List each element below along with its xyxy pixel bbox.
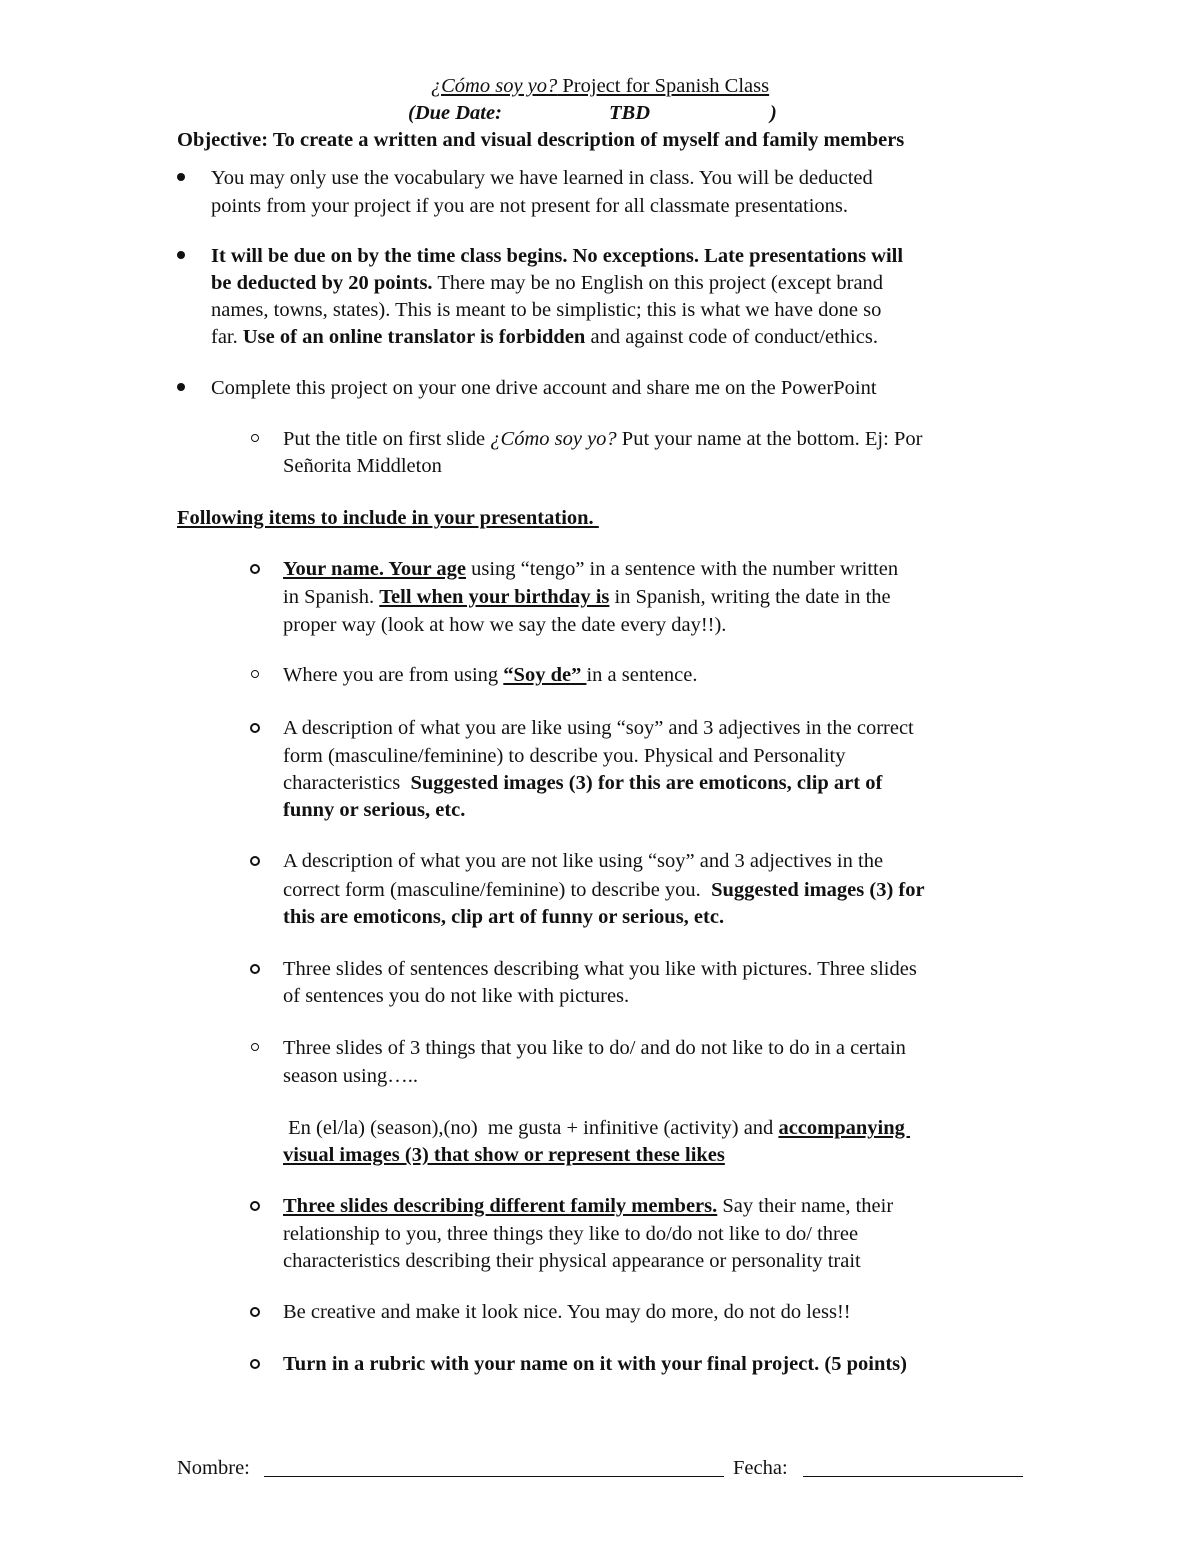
date-label: Fecha: xyxy=(733,1457,788,1479)
due-date-label: (Due Date: xyxy=(408,102,502,124)
due-date-value: TBD xyxy=(609,102,650,124)
item-4-suggested-images: Suggested images (3) for xyxy=(711,879,925,901)
item-bullet-icon xyxy=(251,1043,259,1051)
title-italic: ¿Cómo soy yo? xyxy=(430,75,558,97)
item-6-line-4: visual images (3) that show or represent these likes xyxy=(283,1144,725,1166)
sub-bullet-line-1-rest: Put your name at the bottom. Ej: Por xyxy=(616,428,923,450)
item-4-line-3: this are emoticons, clip art of funny or serious, etc. xyxy=(283,906,725,928)
item-5-line-2: of sentences you do not like with pictures. xyxy=(283,985,630,1007)
translator-warning: Use of an online translator is forbidden xyxy=(242,326,586,348)
sub-bullet-title-italic: ¿Cómo soy yo? xyxy=(490,428,617,450)
title-rest: Project for Spanish Class xyxy=(557,75,770,97)
item-3-line-4: funny or serious, etc. xyxy=(283,799,466,821)
item-1-line-1 xyxy=(283,555,898,583)
page-title xyxy=(0,72,1200,100)
item-bullet-icon xyxy=(250,856,260,866)
bullet-icon xyxy=(177,383,185,391)
item-4-line-2-start: correct form (masculine/feminine) to describe you. xyxy=(283,879,712,901)
item-7-line-1 xyxy=(283,1192,893,1220)
sub-bullet-icon xyxy=(251,434,259,442)
bullet-2-line-4-rest: and against code of conduct/ethics. xyxy=(585,326,878,348)
bullet-2-line-3: names, towns, states). This is meant to be simplistic; this is what we have done so xyxy=(211,299,882,321)
item-4-line-2 xyxy=(283,876,925,904)
item-9-line-1: Turn in a rubric with your name on it with your final project. (5 points) xyxy=(283,1353,907,1375)
late-penalty-text: be deducted by 20 points. xyxy=(211,272,433,294)
item-2-line-1-rest: in a sentence. xyxy=(586,664,698,686)
item-2-line-1 xyxy=(283,661,697,689)
item-1-line-3: proper way (look at how we say the date every day!!). xyxy=(283,614,727,636)
item-bullet-icon xyxy=(250,723,260,733)
bullet-1-line-2: points from your project if you are not present for all classmate presentations. xyxy=(211,195,849,217)
item-1-line-2 xyxy=(283,583,891,611)
bullet-2-line-1: It will be due on by the time class begins. No exceptions. Late presentations will xyxy=(211,245,904,267)
bullet-2-line-2 xyxy=(211,269,883,297)
bullet-2-line-4 xyxy=(211,323,878,351)
item-1-birthday: Tell when your birthday is xyxy=(379,586,610,608)
sub-bullet-line-2: Señorita Middleton xyxy=(283,455,442,477)
item-2-soy-de: “Soy de” xyxy=(503,664,587,686)
following-heading: Following items to include in your presentation. xyxy=(177,507,599,529)
item-3-line-2: form (masculine/feminine) to describe you. Physical and Personality xyxy=(283,745,846,767)
name-label: Nombre: xyxy=(177,1457,250,1479)
item-8-line-1: Be creative and make it look nice. You may do more, do not do less!! xyxy=(283,1301,851,1323)
item-4-line-1: A description of what you are not like using “soy” and 3 adjectives in the xyxy=(283,850,884,872)
bullet-icon xyxy=(177,173,185,181)
item-1-line-2-rest: in Spanish, writing the date in the xyxy=(609,586,891,608)
bullet-2-line-2-rest: There may be no English on this project (except brand xyxy=(432,272,884,294)
item-7-family-members: Three slides describing different family members. xyxy=(283,1195,718,1217)
objective: Objective: To create a written and visual description of myself and family members xyxy=(177,129,905,151)
item-6-accompanying: accompanying xyxy=(778,1117,910,1139)
sub-bullet-line-1-start: Put the title on first slide xyxy=(283,428,491,450)
item-bullet-icon xyxy=(250,1359,260,1369)
item-3-line-3 xyxy=(283,769,882,797)
item-bullet-icon xyxy=(250,564,260,574)
bullet-2-line-4-start: far. xyxy=(211,326,243,348)
item-2-line-1-start: Where you are from using xyxy=(283,664,504,686)
item-6-line-3 xyxy=(283,1114,910,1142)
item-5-line-1: Three slides of sentences describing what you like with pictures. Three slides xyxy=(283,958,917,980)
item-bullet-icon xyxy=(250,1201,260,1211)
item-6-line-1: Three slides of 3 things that you like to do/ and do not like to do in a certain xyxy=(283,1037,906,1059)
item-7-line-2: relationship to you, three things they like to do/do not like to do/ three xyxy=(283,1223,859,1245)
item-7-line-3: characteristics describing their physical appearance or personality trait xyxy=(283,1250,861,1272)
item-7-line-1-rest: Say their name, their xyxy=(717,1195,894,1217)
item-3-suggested-images: Suggested images (3) for this are emoticons, clip art of xyxy=(410,772,883,794)
item-6-line-3-start: En (el/la) (season),(no) me gusta + infinitive (activity) and xyxy=(283,1117,779,1139)
bullet-icon xyxy=(177,251,185,259)
item-3-line-1: A description of what you are like using “soy” and 3 adjectives in the correct xyxy=(283,717,914,739)
item-bullet-icon xyxy=(251,670,259,678)
item-1-line-2-start: in Spanish. xyxy=(283,586,380,608)
sub-bullet-line-1 xyxy=(283,425,922,453)
bullet-1-line-1: You may only use the vocabulary we have learned in class. You will be deducted xyxy=(211,167,873,189)
name-field-line[interactable] xyxy=(264,1476,724,1477)
item-3-line-3-start: characteristics xyxy=(283,772,411,794)
item-1-line-1-rest: using “tengo” in a sentence with the number written xyxy=(466,558,899,580)
item-1-name-age: Your name. Your age xyxy=(283,558,466,580)
date-field-line[interactable] xyxy=(803,1476,1023,1477)
item-6-line-2: season using….. xyxy=(283,1065,418,1087)
item-bullet-icon xyxy=(250,1307,260,1317)
bullet-3-line-1: Complete this project on your one drive account and share me on the PowerPoint xyxy=(211,377,877,399)
due-date-close: ) xyxy=(770,102,777,124)
item-bullet-icon xyxy=(250,964,260,974)
